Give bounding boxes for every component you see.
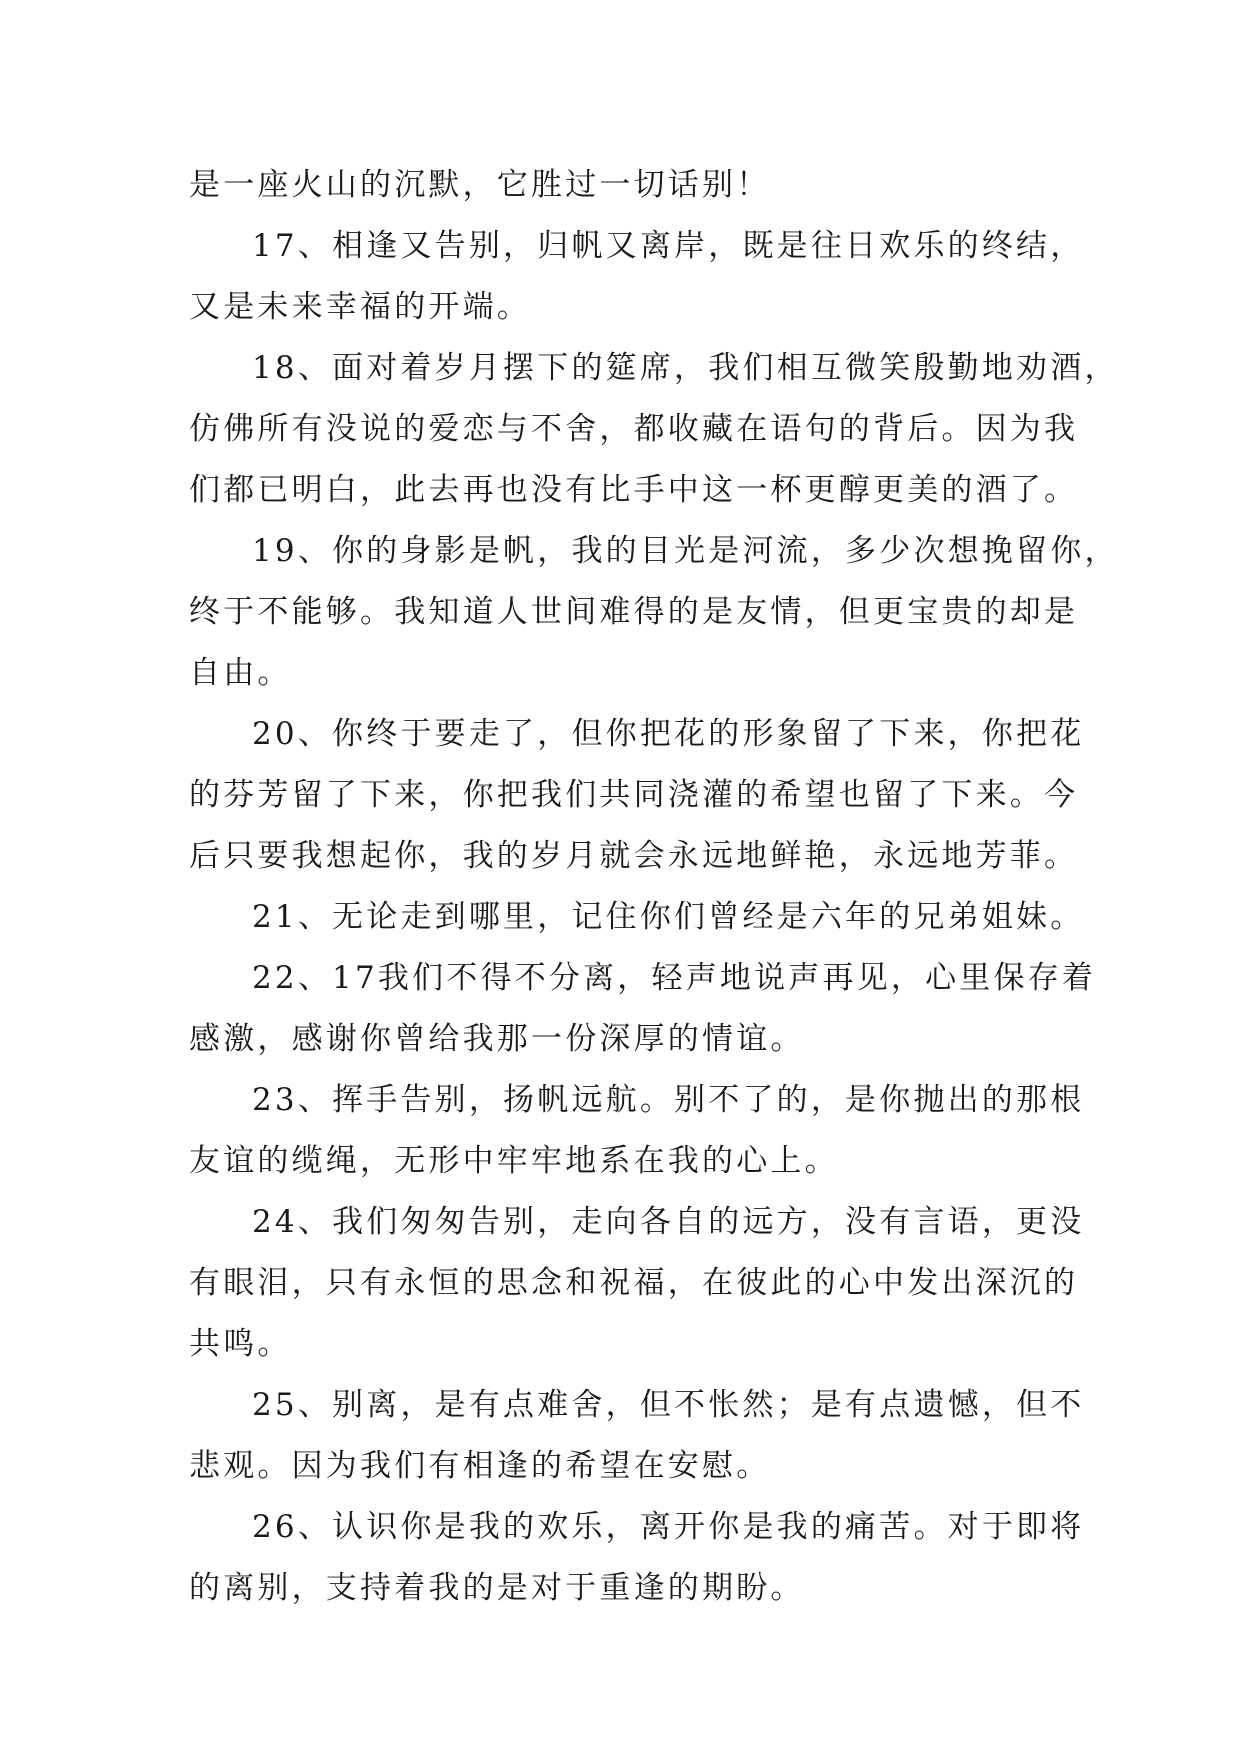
text-line: 21、无论走到哪里，记住你们曾经是六年的兄弟姐妹。 <box>252 899 1085 935</box>
text-line: 20、你终于要走了，但你把花的形象留了下来，你把花 <box>252 716 1085 752</box>
text-line: 的离别，支持着我的是对于重逢的期盼。 <box>189 1570 805 1606</box>
text-line: 19、你的身影是帆，我的目光是河流，多少次想挽留你， <box>252 533 1119 569</box>
text-line: 又是未来幸福的开端。 <box>189 289 531 325</box>
text-line: 是一座火山的沉默，它胜过一切话别！ <box>189 167 771 203</box>
text-line: 仿佛所有没说的爱恋与不舍，都收藏在语句的背后。因为我 <box>189 411 1079 447</box>
text-line: 悲观。因为我们有相逢的希望在安慰。 <box>189 1448 771 1484</box>
text-line: 们都已明白，此去再也没有比手中这一杯更醇更美的酒了。 <box>189 472 1079 508</box>
text-line: 17、相逢又告别，归帆又离岸，既是往日欢乐的终结， <box>252 228 1085 264</box>
text-line: 共鸣。 <box>189 1326 292 1362</box>
text-line: 感激，感谢你曾给我那一份深厚的情谊。 <box>189 1021 805 1057</box>
text-line: 的芬芳留了下来，你把我们共同浇灌的希望也留了下来。今 <box>189 777 1079 813</box>
text-line: 26、认识你是我的欢乐，离开你是我的痛苦。对于即将 <box>252 1509 1085 1545</box>
text-line: 22、17我们不得不分离，轻声地说声再见，心里保存着 <box>252 960 1097 996</box>
text-line: 自由。 <box>189 655 292 691</box>
text-line: 终于不能够。我知道人世间难得的是友情，但更宝贵的却是 <box>189 594 1079 630</box>
text-line: 有眼泪，只有永恒的思念和祝福，在彼此的心中发出深沉的 <box>189 1265 1079 1301</box>
text-line: 23、挥手告别，扬帆远航。别不了的，是你抛出的那根 <box>252 1082 1085 1118</box>
text-line: 25、别离，是有点难舍，但不怅然；是有点遗憾，但不 <box>252 1387 1085 1423</box>
text-line: 后只要我想起你，我的岁月就会永远地鲜艳，永远地芳菲。 <box>189 838 1079 874</box>
text-line: 18、面对着岁月摆下的筵席，我们相互微笑殷勤地劝酒， <box>252 350 1119 386</box>
text-line: 友谊的缆绳，无形中牢牢地系在我的心上。 <box>189 1143 839 1179</box>
document-body <box>189 155 1119 1619</box>
text-line: 24、我们匆匆告别，走向各自的远方，没有言语，更没 <box>252 1204 1085 1240</box>
